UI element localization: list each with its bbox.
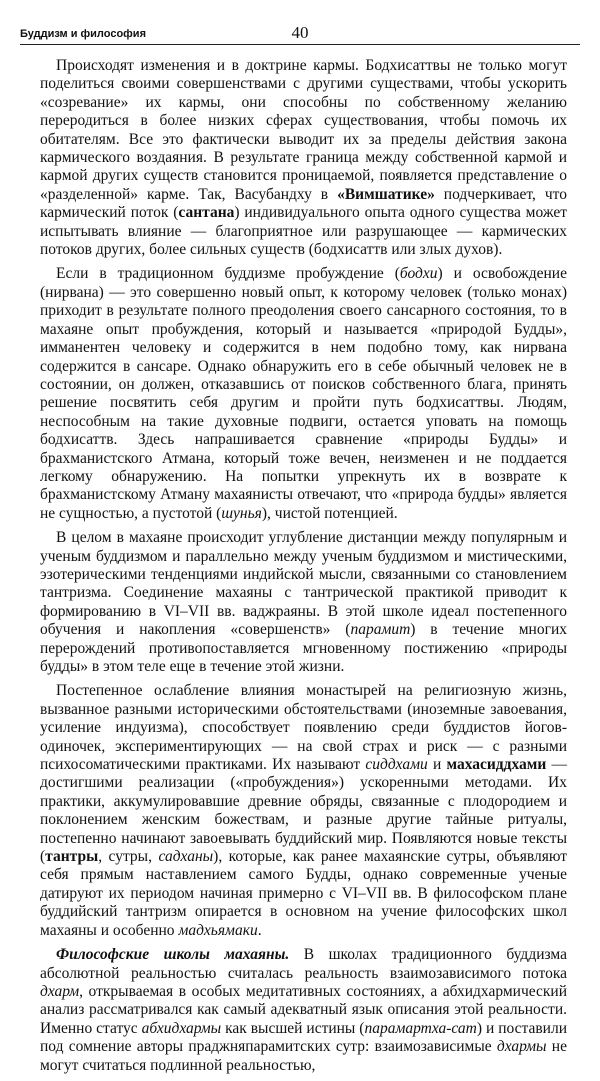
paragraph: [40, 265, 567, 523]
text-run: , сутры,: [98, 848, 159, 866]
emphasized-term: дхармы: [496, 1038, 547, 1056]
emphasized-term: дхарм: [40, 982, 80, 1000]
text-run: и: [427, 756, 447, 774]
text-run: ) в течение многих перерождений противопоставляется мгновенному постижению «природы будды» в этом теле еще в течение этой жизни.: [40, 621, 567, 675]
text-run: не могут считаться подлинной реальностью,: [40, 1038, 567, 1074]
text-run: ), чистой потенцией.: [261, 504, 398, 522]
emphasized-term: махасиддхами: [446, 756, 547, 774]
paragraph: [40, 57, 567, 259]
text-run: В целом в махаяне происходит углубление дистанции между популярным и ученым буддизмом и параллельно между ученым буддизмом и мистическими, эзотерическими тенденциями индийской мысли, связанными со становлением тантризма. Соединение махаяны с тантрической практикой приводит к формированию в VI–VII вв. ваджраяны. В этой школе идеал постепенного обучения и накопления «совершенств» (: [40, 529, 567, 639]
book-title: Буддизм и философия: [20, 28, 146, 40]
emphasized-term: Философские школы махаяны.: [56, 946, 290, 964]
emphasized-term: «Вимшатике»: [337, 185, 435, 203]
text-run: ) индивидуального опыта одного существа может испытывать влияние — благоприятное или разрушающее — кармических потоков других, более сильных существ (бодхисаттв или злых духов).: [40, 204, 567, 259]
emphasized-term: бодхи: [399, 265, 438, 283]
emphasized-term: парамит: [350, 621, 411, 639]
text-run: как высшей истины (: [221, 1019, 365, 1037]
emphasized-term: сантана: [178, 204, 235, 222]
text-run: ) и освобождение (нирвана) — это совершенно новый опыт, к которому человек (только монах) приходит в результате полного преодоления своего сансарного состояния, то в махаяне опыт пробуждения, который и называется «природой Будды», имманентен человеку и содержится в нем подобно тому, как нирвана содержится в сансаре. Однако обнаружить его в себе обычный человек не в состоянии, он должен, отказавшись от поисков собственного блага, принять решение посвятить себя другим и пройти путь бодхисаттвы. Людям, неспособным на такие духовные подвиги, остается уповать на помощь бодхисаттв. Здесь напрашивается сравнение «природы Будды» и брахманистского Атмана, который тоже вечен, неизменен и не поддается легкому обнаружению. На попытки упрекнуть их в возврате к брахманистскому Атману махаянисты отвечают, что «природа будды» является не сущностью, а пустотой (: [40, 265, 567, 522]
text-run: , открываемая в особых медитативных состояниях, а абхидхармический анализ рассматривался как самый адекватный язык описания этой реальности. Именно статус: [40, 982, 567, 1037]
text-run: ), которые, как ранее махаянские сутры, объявляют себя прямым наставлением самого Будды, однако современные ученые датируют их периодом начиная примерно с VI–VII вв. В философском плане буддийский тантризм опирается в основном на учение философских школ махаяны и особенно: [40, 848, 567, 939]
running-header: [20, 22, 580, 45]
paragraph: [40, 529, 567, 676]
text-run: В школах традиционного буддизма абсолютной реальностью считалась реальность взаимозависимого потока: [40, 946, 567, 982]
emphasized-term: парамартха-сат: [364, 1019, 477, 1037]
body-text: [40, 57, 567, 1081]
text-run: — достигшими реализации («пробуждения») ускоренными методами. Их практики, аккумулировавшие древние обряды, связанные с плодородием и поклонением женским божествам, и разные другие тайные ритуалы, постепенно начинают завоевывать буддийский мир. Появляются новые тексты (: [40, 756, 567, 866]
text-run: подчеркивает, что кармический поток (: [40, 185, 567, 222]
emphasized-term: шунья: [221, 504, 262, 522]
emphasized-term: сиддхами: [365, 756, 428, 774]
emphasized-term: мадхьямаки: [178, 921, 258, 939]
emphasized-term: абхидхармы: [141, 1019, 222, 1037]
text-run: Постепенное ослабление влияния монастырей на религиозную жизнь, вызванное разными историческими обстоятельствами (иноземные завоевания, усиление индуизма), способствует появлению среди буддистов йогов-одиночек, экспериментирующих — на свой страх и риск — с разными психосоматическими практиками. Их называют: [40, 682, 567, 774]
paragraph: [40, 946, 567, 1075]
page-number: 40: [291, 23, 309, 42]
text-run: Происходят изменения и в доктрине кармы. Бодхисаттвы не только могут поделиться своими совершенствами с другими существами, чтобы ускорить «созревание» их кармы, они способны по собственному желанию переродиться в более низких сферах существования, чтобы помочь их обитателям. Все это фактически выводит их за пределы действия закона кармического воздаяния. В результате граница между собственной кармой и кармой других существ становится проницаемой, появляется представление о «разделенной» карме. Так, Васубандху в: [40, 57, 567, 203]
emphasized-term: садханы: [158, 848, 214, 866]
text-run: ) и поставили под сомнение авторы праджняпарамитских сутр: взаимозависимые: [40, 1019, 567, 1056]
text-run: Если в традиционном буддизме пробуждение (: [56, 265, 400, 283]
text-run: .: [257, 921, 262, 939]
paragraph: [40, 682, 567, 940]
emphasized-term: тантры: [45, 848, 99, 866]
